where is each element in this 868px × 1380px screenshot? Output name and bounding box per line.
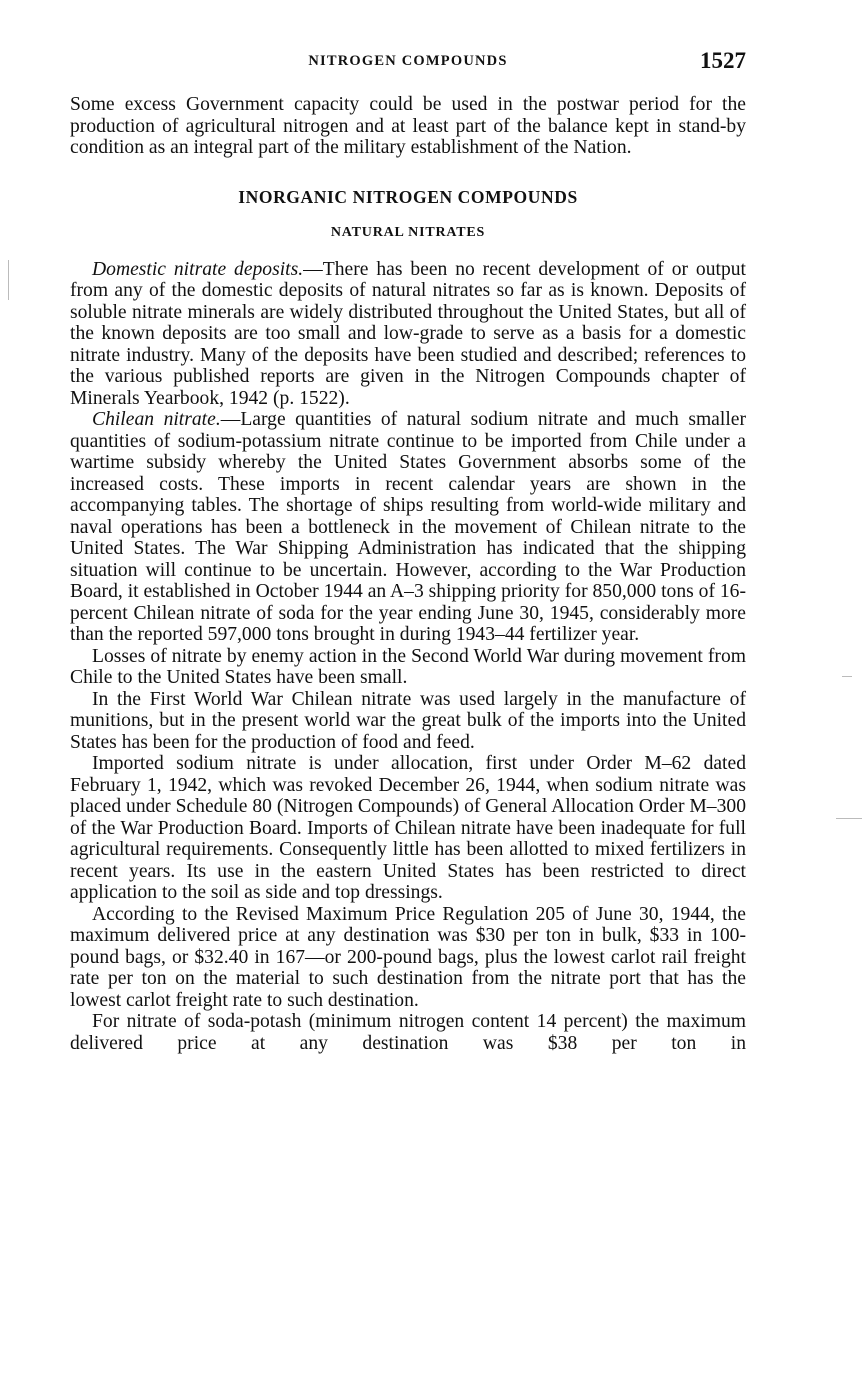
section-heading: INORGANIC NITROGEN COMPOUNDS bbox=[238, 186, 578, 207]
paragraph-postwar-capacity: Some excess Government capacity could be used in the postwar period for the production of agricultural nitrogen and at least part of the balance kept in stand-by condition as an integral part of the military establishment of the Nation. bbox=[70, 94, 746, 158]
paragraph-chilean-nitrate bbox=[70, 409, 746, 646]
margin-tick-left bbox=[8, 260, 9, 300]
run-in-heading-chilean: Chilean nitrate. bbox=[92, 409, 221, 430]
paragraph-first-world-war: In the First World War Chilean nitrate was used largely in the manufacture of munitions, but in the present world war the great bulk of the imports into the United States has been for the production of food and feed. bbox=[70, 688, 746, 753]
subsection-heading: NATURAL NITRATES bbox=[330, 224, 486, 240]
paragraph-price-regulation: According to the Revised Maximum Price Regulation 205 of June 30, 1944, the maximum delivered price at any destination was $30 per ton in bulk, $33 in 100-pound bags, or $32.40 in 167—or 200-pound bags, plus the lowest carlot rail freight rate per ton on the material to such destination from the nitrate port that has the lowest carlot freight rate to such destination. bbox=[70, 903, 746, 1011]
paragraph-text: —There has been no recent development of or output from any of the domestic deposits of natural nitrates so far as is known. Deposits of soluble nitrate minerals are widely distributed throughout the United States, but all of the known deposits are too small and low-grade to serve as a basis for a domestic nitrate industry. Many of the deposits have been studied and described; references to the various published reports are given in the Nitrogen Compounds chapter of Minerals Yearbook, 1942 (p. 1522). bbox=[70, 258, 746, 409]
paragraph-losses: Losses of nitrate by enemy action in the Second World War during movement from Chile to the United States have been small. bbox=[70, 645, 746, 688]
paragraph-allocation: Imported sodium nitrate is under allocation, first under Order M–62 dated February 1, 1942, which was revoked December 26, 1944, when sodium nitrate was placed under Schedule 80 (Nitrogen Compounds) of General Allocation Order M–300 of the War Production Board. Imports of Chilean nitrate have been inadequate for full agricultural requirements. Consequently little has been allotted to mixed fertilizers in recent years. Its use in the eastern United States has been restricted to direct application to the soil as side and top dressings. bbox=[70, 753, 746, 903]
run-in-heading-domestic: Domestic nitrate deposits. bbox=[92, 258, 304, 280]
paragraph-text: —Large quantities of natural sodium nitrate and much smaller quantities of sodium-potassium nitrate continue to be imported from Chile under a wartime subsidy whereby the United States Government absorbs some of the increased costs. These imports in recent calendar years are shown in the accompanying tables. The shortage of ships resulting from world-wide military and naval operations has been a bottleneck in the movement of Chilean nitrate to the United States. The War Shipping Administration has indicated that the shipping situation will continue to be uncertain. However, according to the War Production Board, it established in October 1944 an A–3 shipping priority for 850,000 tons of 16-percent Chilean nitrate of soda for the year ending June 30, 1945, considerably more than the reported 597,000 tons brought in during 1943–44 fertilizer year. bbox=[70, 409, 746, 645]
paragraph-domestic-nitrate bbox=[70, 259, 746, 410]
body-text bbox=[70, 94, 746, 1054]
running-title: NITROGEN COMPOUNDS bbox=[308, 53, 508, 69]
margin-tick-right-lower bbox=[836, 818, 862, 819]
running-head bbox=[70, 48, 746, 76]
margin-tick-right bbox=[842, 676, 852, 677]
page-number: 1527 bbox=[700, 48, 746, 73]
paragraph-soda-potash: For nitrate of soda-potash (minimum nitrogen content 14 percent) the maximum delivered price at any destination was $38 per ton in bbox=[70, 1011, 746, 1054]
